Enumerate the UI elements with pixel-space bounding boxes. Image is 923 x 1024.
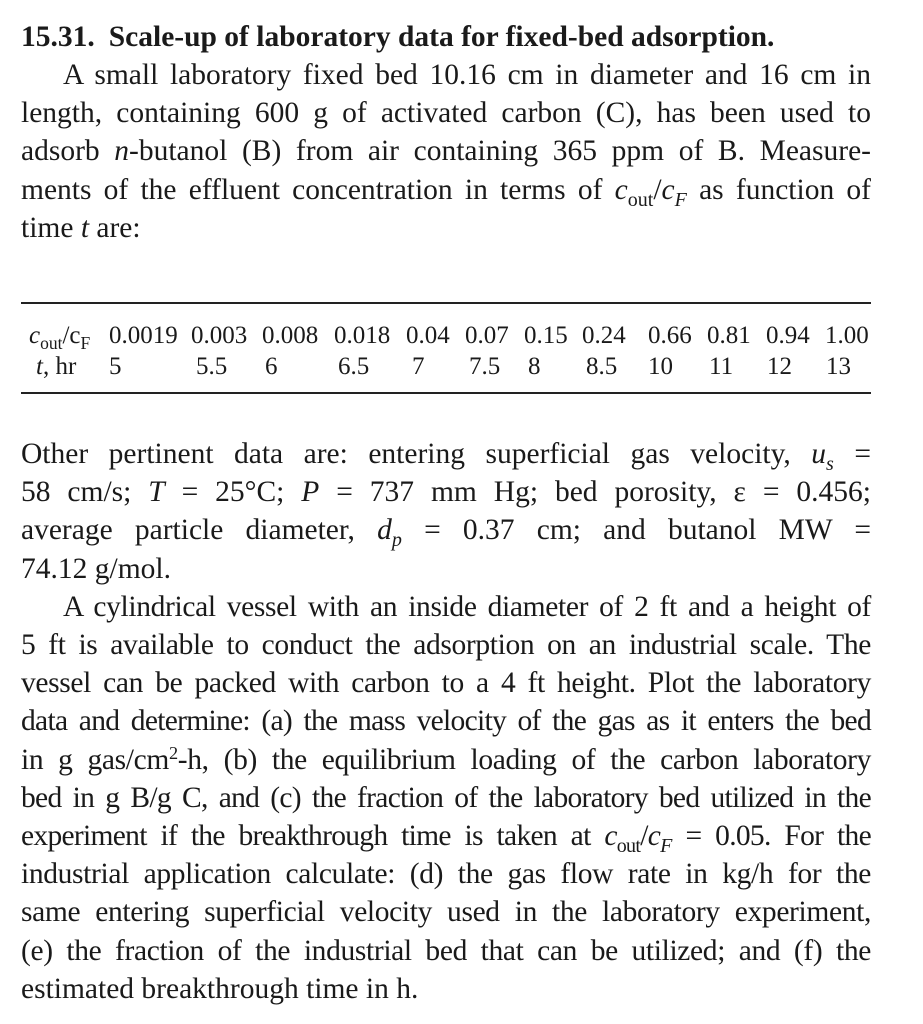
table-cell: 0.15 [524,322,568,349]
scaleup-line-11: estimated breakthrough time in h. [21,972,419,1005]
table-cell: 0.003 [191,322,248,349]
table-cell: 10 [648,353,673,380]
table-cell: 0.07 [465,322,509,349]
other-data-paragraph [21,435,871,588]
table-row-time [21,352,871,382]
problem-block [21,18,871,247]
table-cell: 7.5 [469,353,501,380]
table-cell: 5.5 [196,353,228,380]
intro-line-2: length, containing 600 g of activated carbon (C), has been used to [21,97,871,130]
table-cell: 12 [767,353,792,380]
t-symbol: t [80,211,90,244]
other-data-line-4: 74.12 g/mol. [21,552,171,585]
scaleup-line-3: vessel can be packed with carbon to a 4 ft height. Plot the laboratory [21,667,871,700]
table-cell: 6 [265,353,278,380]
table-cell: 0.24 [582,322,626,349]
intro-line-4: ments of the effluent concentration in terms of $c_{out}/c_F$ as function of [21,173,871,211]
table-cell: 0.018 [334,322,391,349]
table-cell: 7 [412,353,425,380]
scaleup-line-8: industrial application calculate: (d) the gas flow rate in kg/h for the [21,858,871,891]
table-cell: 0.0019 [109,322,178,349]
table-row-concentration [21,321,871,354]
intro-line-1: A small laboratory fixed bed 10.16 cm in diameter and 16 cm in [63,59,871,91]
problem-details [21,435,871,1008]
table-cell: 6.5 [338,353,370,380]
scaleup-line-5: in g gas/$cm^2-h$, (b) the equilibrium loading of the carbon laboratory [21,742,871,776]
intro-line-3: adsorb n-butanol (B) from air containing 365 ppm of B. Measure- [21,135,871,168]
table-cell: 0.66 [648,322,692,349]
n-symbol: n [114,135,130,168]
problem-intro [21,56,871,247]
table-cell: 8.5 [586,353,618,380]
scaleup-line-4: data and determine: (a) the mass velocity of the gas as it enters the bed [21,705,871,738]
scaleup-line-7: experiment if the breakthrough time is taken at $c_{out}/c_F = 0.05$. For the [21,820,871,858]
scaleup-paragraph [21,588,871,1008]
table-cell: 8 [528,353,541,380]
table-header-time: t, hr [36,353,77,380]
table-cell: 13 [826,353,851,380]
scaleup-line-10: (e) the fraction of the industrial bed that can be utilized; and (f) the [21,934,871,967]
table-cell: 0.81 [707,322,751,349]
other-data-line-2: 58 cm/s; T = 25°C; P = 737 mm Hg; bed porosity, ε = 0.456; [21,476,872,509]
table-cell: 0.04 [406,322,450,349]
other-data-line-3: average particle diameter, $d_p = 0.37$ cm; and butanol MW = [21,514,871,552]
scaleup-line-1: A cylindrical vessel with an inside diameter of 2 ft and a height of [63,590,871,623]
scaleup-line-2: 5 ft is available to conduct the adsorption on an industrial scale. The [21,629,871,662]
table-cell: 11 [709,353,734,380]
intro-line-5: time t are: [21,211,141,244]
scaleup-line-9: same entering superficial velocity used in the laboratory experiment, [21,896,871,929]
problem-number: 15.31. [21,21,95,53]
table-cell: 1.00 [825,322,869,349]
problem-title-text: Scale-up of laboratory data for fixed-bed adsorption. [108,21,775,53]
other-data-line-1: Other pertinent data are: entering superficial gas velocity, $u_s$ = [21,438,871,476]
table-cell: 0.008 [262,322,319,349]
table-cell: 0.94 [766,322,810,349]
problem-title [21,18,871,56]
breakthrough-data-table [21,302,871,394]
table-cell: 5 [109,353,122,380]
scaleup-line-6: bed in g B/g C, and (c) the fraction of the laboratory bed utilized in the [21,781,871,814]
table-header-cout-cf: $c_{out}/c_F$ [29,322,91,354]
